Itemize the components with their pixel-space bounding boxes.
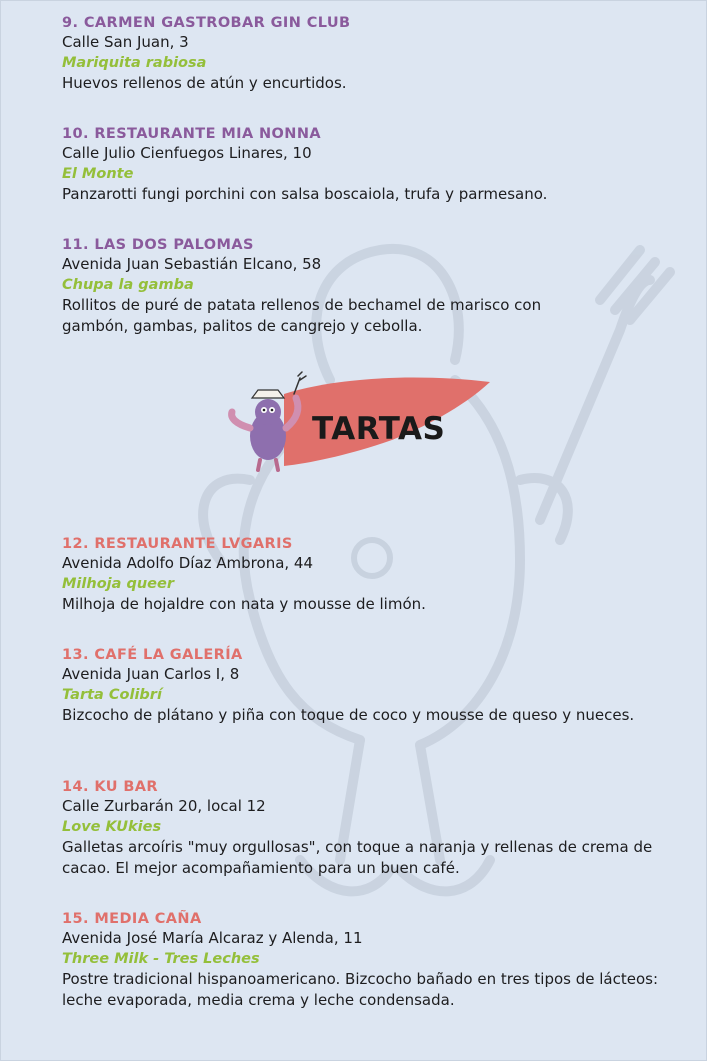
restaurant-address: Avenida Adolfo Díaz Ambrona, 44	[62, 554, 314, 572]
restaurant-entry	[62, 535, 662, 615]
restaurant-address: Avenida Juan Carlos I, 8	[62, 665, 240, 683]
dish-description: Milhoja de hojaldre con nata y mousse de limón.	[62, 595, 426, 613]
restaurant-name: 13. CAFÉ LA GALERÍA	[62, 647, 243, 663]
dish-name: Milhoja queer	[62, 576, 174, 592]
restaurant-entry	[62, 14, 662, 94]
dish-description: Bizcocho de plátano y piña con toque de coco y mousse de queso y nueces.	[62, 706, 635, 724]
restaurant-address: Calle Zurbarán 20, local 12	[62, 797, 266, 815]
restaurant-name: 11. LAS DOS PALOMAS	[62, 237, 254, 253]
dish-name: Tarta Colibrí	[62, 687, 162, 703]
dish-name: El Monte	[62, 166, 134, 182]
restaurant-address: Avenida José María Alcaraz y Alenda, 11	[62, 929, 363, 947]
dish-description: Postre tradicional hispanoamericano. Bizcocho bañado en tres tipos de lácteos: leche evaporada, media crema y leche condensada.	[62, 970, 659, 1009]
restaurant-name: 9. CARMEN GASTROBAR GIN CLUB	[62, 15, 351, 31]
restaurant-entry	[62, 646, 662, 726]
section-title: TARTAS	[312, 411, 446, 447]
restaurant-name: 10. RESTAURANTE MIA NONNA	[62, 126, 321, 142]
dish-name: Chupa la gamba	[62, 277, 194, 293]
restaurant-entry	[62, 125, 662, 205]
dish-description: Rollitos de puré de patata rellenos de bechamel de marisco con gambón, gambas, palitos de cangrejo y cebolla.	[62, 296, 542, 335]
dish-name: Three Milk - Tres Leches	[62, 951, 260, 967]
dish-name: Love KUkies	[62, 819, 162, 835]
dish-name: Mariquita rabiosa	[62, 55, 207, 71]
restaurant-address: Calle San Juan, 3	[62, 33, 189, 51]
dish-description: Panzarotti fungi porchini con salsa boscaiola, trufa y parmesano.	[62, 185, 548, 203]
restaurant-name: 14. KU BAR	[62, 779, 158, 795]
restaurant-address: Calle Julio Cienfuegos Linares, 10	[62, 144, 312, 162]
restaurant-address: Avenida Juan Sebastián Elcano, 58	[62, 255, 322, 273]
restaurant-entry	[62, 236, 662, 337]
dish-description: Galletas arcoíris "muy orgullosas", con toque a naranja y rellenas de crema de cacao. El mejor acompañamiento para un buen café.	[62, 838, 653, 877]
dish-description: Huevos rellenos de atún y encurtidos.	[62, 74, 347, 92]
restaurant-name: 15. MEDIA CAÑA	[62, 911, 202, 927]
restaurant-name: 12. RESTAURANTE LVGARIS	[62, 536, 293, 552]
restaurant-entry	[62, 910, 662, 1011]
restaurant-entry	[62, 778, 662, 879]
